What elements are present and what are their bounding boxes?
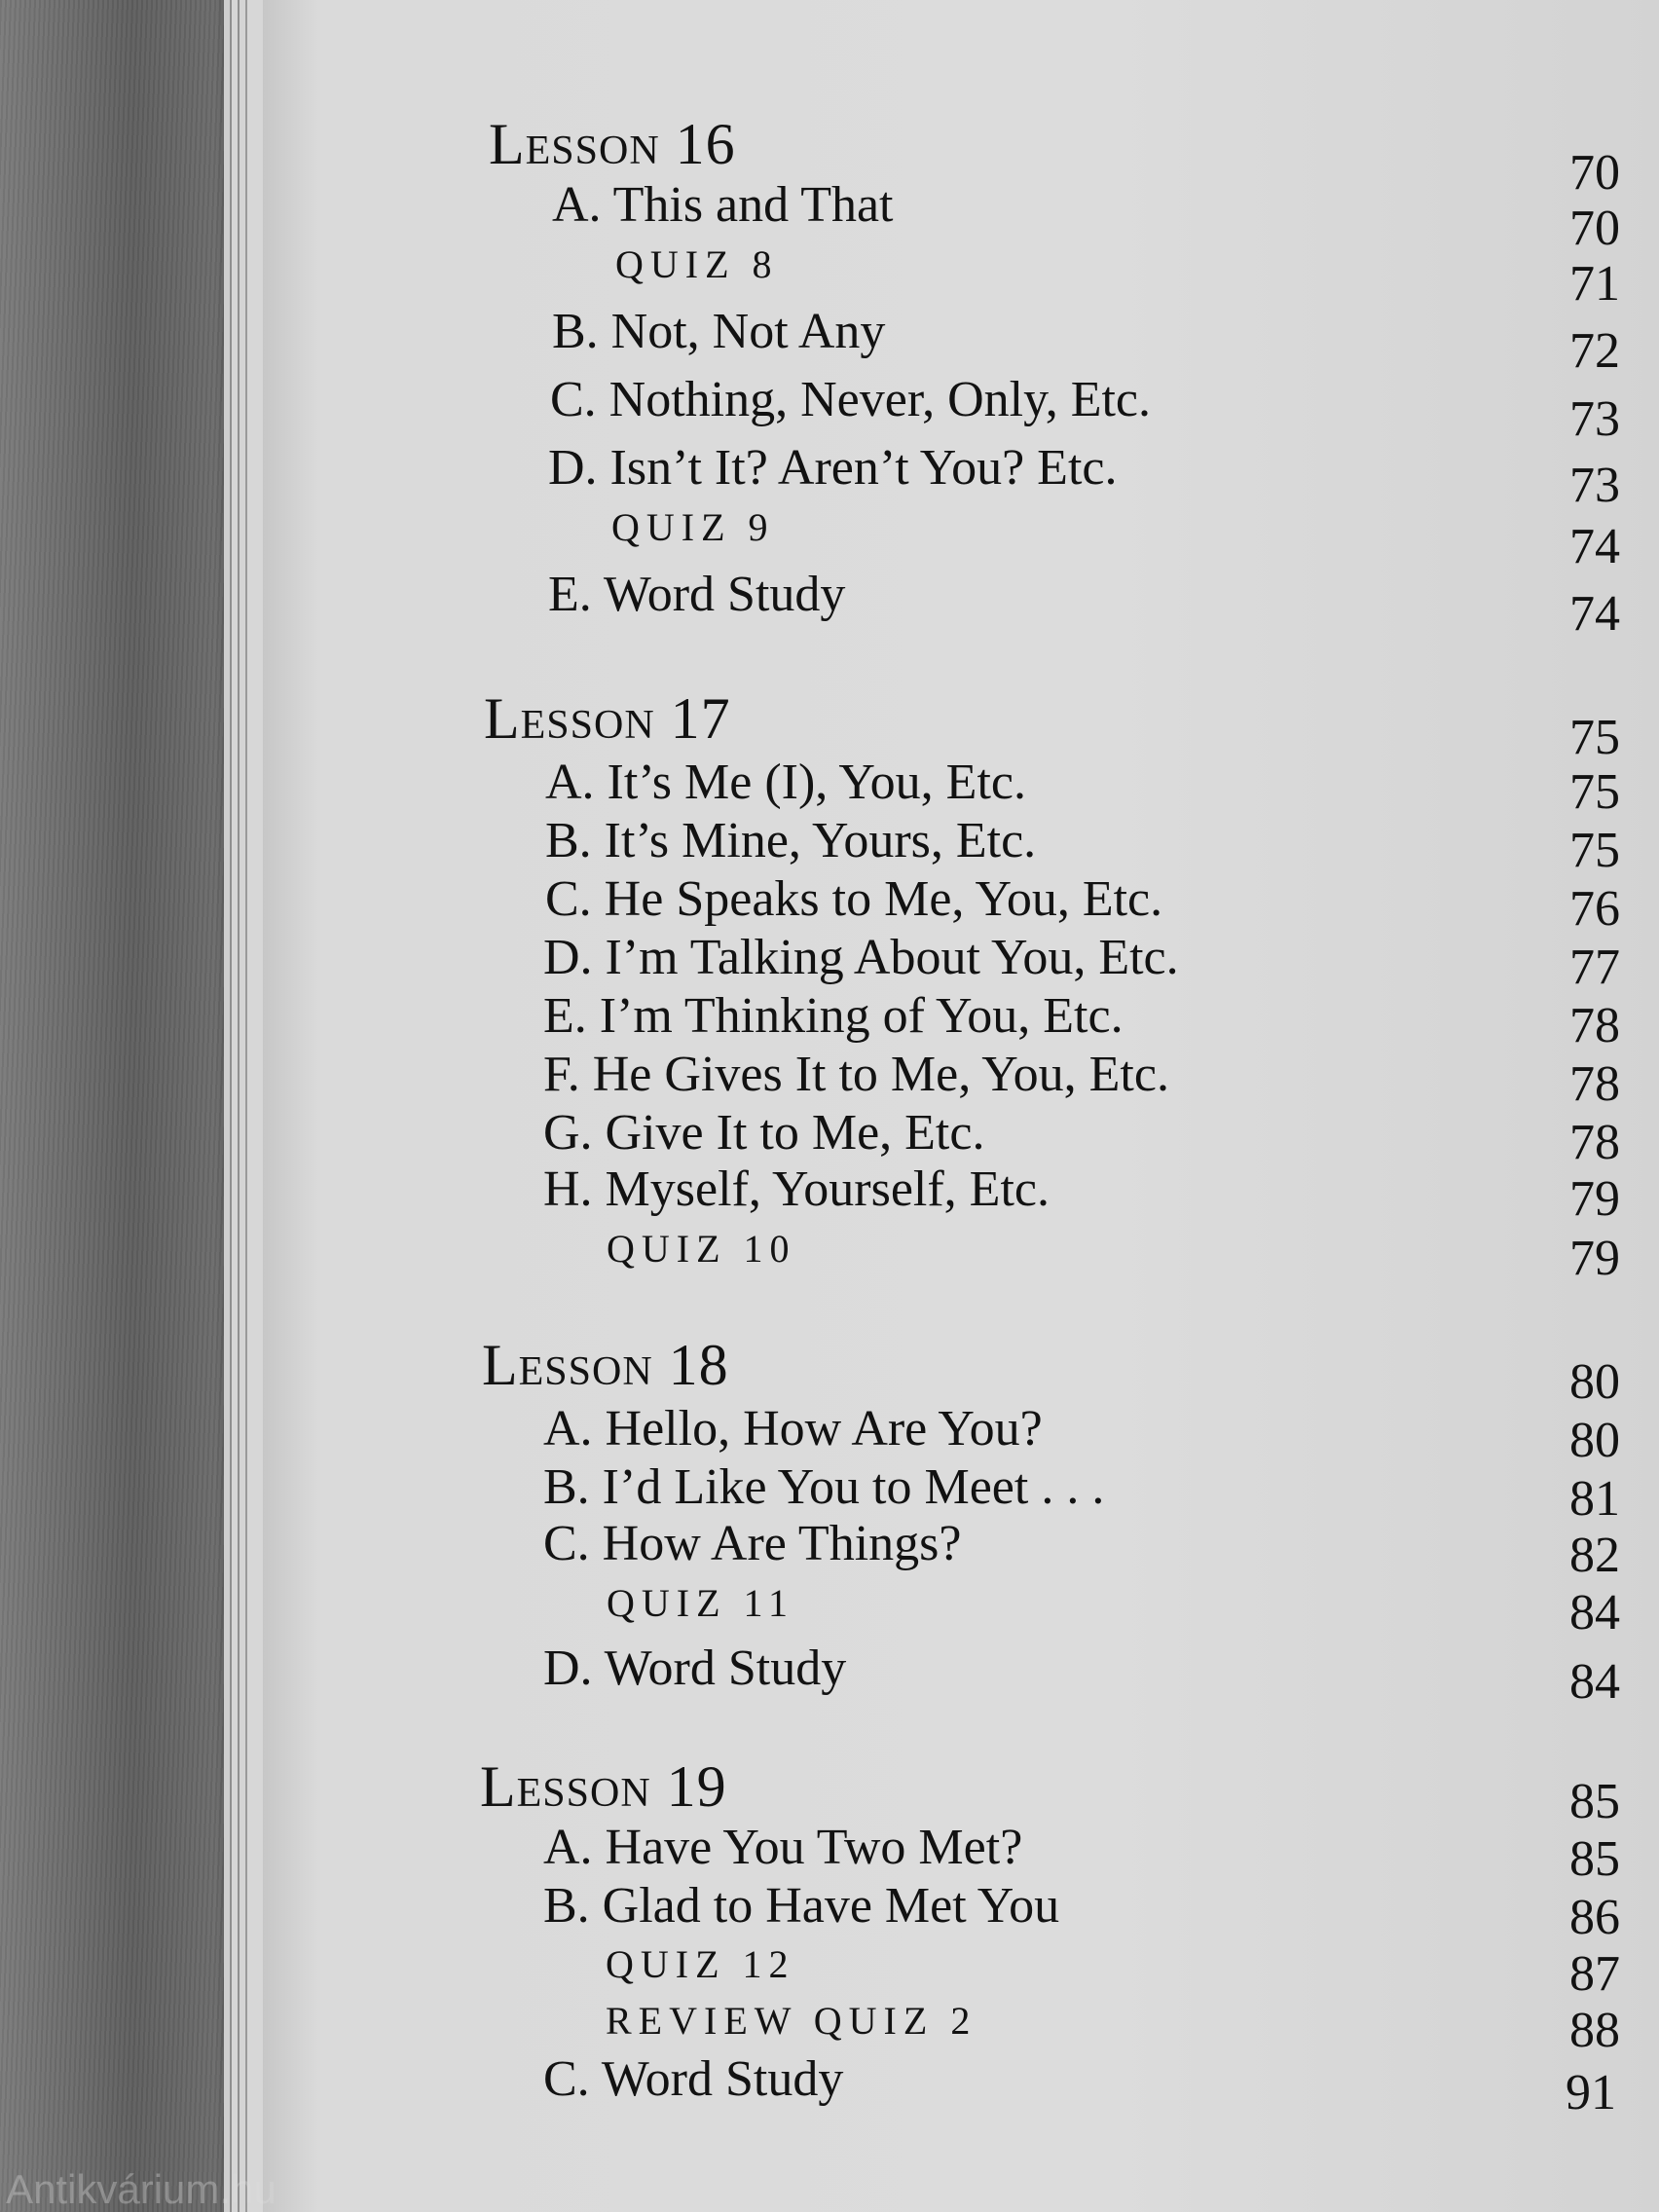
page-number: 75 [1569, 823, 1620, 878]
quiz-title: QUIZ 8 [615, 242, 779, 286]
quiz-title: QUIZ 10 [607, 1227, 796, 1271]
page-number: 78 [1569, 1056, 1620, 1112]
entry-title: B. Not, Not Any [552, 304, 886, 359]
entry-title: E. Word Study [548, 567, 846, 622]
page-number: 81 [1569, 1471, 1620, 1527]
page-number: 85 [1569, 1831, 1620, 1887]
lesson-title: Lesson 16 [489, 112, 736, 176]
lesson-title: Lesson 19 [480, 1754, 727, 1819]
page-number: 91 [1566, 2065, 1616, 2120]
toc-lesson-17 [263, 686, 1659, 765]
entry-title: G. Give It to Me, Etc. [543, 1105, 985, 1161]
lesson-title: Lesson 17 [484, 686, 731, 751]
entry-title: D. Isn’t It? Aren’t You? Etc. [548, 440, 1118, 496]
entry-title: C. Word Study [543, 2051, 844, 2107]
page-number: 75 [1569, 710, 1620, 765]
toc-quiz-entry [263, 242, 1659, 312]
entry-title: C. How Are Things? [543, 1516, 962, 1571]
toc-entry [263, 930, 1659, 995]
page-number: 88 [1569, 2003, 1620, 2058]
toc-entry [263, 1459, 1659, 1527]
toc-entry [263, 2051, 1659, 2120]
toc-lesson-16 [263, 112, 1659, 201]
toc-entry [263, 1516, 1659, 1583]
page-number: 71 [1569, 256, 1620, 312]
entry-title: A. Have You Two Met? [543, 1820, 1023, 1875]
page-number: 76 [1569, 881, 1620, 937]
page-number: 73 [1569, 458, 1620, 513]
toc-entry [263, 567, 1659, 642]
toc-lesson-19 [263, 1754, 1659, 1829]
toc-entry [263, 372, 1659, 447]
toc-entry [263, 1820, 1659, 1887]
toc-entry [263, 871, 1659, 937]
page-number: 74 [1569, 519, 1620, 574]
toc-quiz-entry [263, 505, 1659, 574]
quiz-title: QUIZ 12 [606, 1942, 795, 1986]
watermark-text: Antikvárium.hu [6, 2166, 276, 2212]
page-number: 70 [1569, 145, 1620, 201]
entry-title: D. Word Study [543, 1641, 847, 1696]
toc-entry [263, 1878, 1659, 1945]
page-number: 72 [1569, 323, 1620, 379]
toc-quiz-entry [263, 1581, 1659, 1642]
page-number: 73 [1569, 391, 1620, 447]
quiz-title: QUIZ 11 [607, 1581, 795, 1625]
entry-title: A. This and That [552, 177, 894, 233]
toc-lesson-18 [263, 1333, 1659, 1410]
quiz-title: REVIEW QUIZ 2 [606, 1999, 977, 2043]
entry-title: C. Nothing, Never, Only, Etc. [550, 372, 1151, 427]
toc-entry [263, 755, 1659, 820]
toc-entry [263, 1161, 1659, 1227]
entry-title: B. It’s Mine, Yours, Etc. [545, 813, 1037, 868]
page-number: 78 [1569, 998, 1620, 1053]
toc-entry [263, 440, 1659, 513]
toc-quiz-entry [263, 1227, 1659, 1288]
toc-entry [263, 1105, 1659, 1170]
lesson-title: Lesson 18 [482, 1333, 729, 1397]
page-number: 84 [1569, 1585, 1620, 1641]
toc-entry [263, 1401, 1659, 1468]
entry-title: C. He Speaks to Me, You, Etc. [545, 871, 1163, 927]
quiz-title: QUIZ 9 [611, 505, 775, 549]
entry-title: A. Hello, How Are You? [543, 1401, 1043, 1456]
page-number: 79 [1569, 1231, 1620, 1286]
toc-entry [263, 1641, 1659, 1710]
toc-quiz-entry [263, 1942, 1659, 2004]
page-number: 78 [1569, 1115, 1620, 1170]
page-number: 75 [1569, 764, 1620, 820]
toc-entry [263, 813, 1659, 878]
toc-entry [263, 988, 1659, 1053]
entry-title: E. I’m Thinking of You, Etc. [543, 988, 1124, 1044]
page-number: 74 [1569, 586, 1620, 642]
toc-quiz-entry [263, 1999, 1659, 2060]
page-number: 80 [1569, 1413, 1620, 1468]
toc-entry [263, 177, 1659, 256]
toc-entry [263, 304, 1659, 379]
page-number: 87 [1569, 1946, 1620, 2002]
page-number: 79 [1569, 1171, 1620, 1227]
entry-title: F. He Gives It to Me, You, Etc. [543, 1047, 1169, 1102]
page-number: 86 [1569, 1890, 1620, 1945]
toc-page [263, 0, 1659, 2212]
toc-entry [263, 1047, 1659, 1112]
entry-title: D. I’m Talking About You, Etc. [543, 930, 1179, 985]
entry-title: B. Glad to Have Met You [543, 1878, 1060, 1934]
page-number: 77 [1569, 940, 1620, 995]
page-number: 80 [1569, 1354, 1620, 1410]
page-number: 82 [1569, 1528, 1620, 1583]
page-number: 70 [1569, 201, 1620, 256]
table-of-contents [263, 0, 1659, 2212]
page-number: 85 [1569, 1774, 1620, 1829]
entry-title: H. Myself, Yourself, Etc. [543, 1161, 1050, 1217]
entry-title: B. I’d Like You to Meet . . . [543, 1459, 1105, 1515]
entry-title: A. It’s Me (I), You, Etc. [545, 755, 1026, 810]
page-number: 84 [1569, 1654, 1620, 1710]
